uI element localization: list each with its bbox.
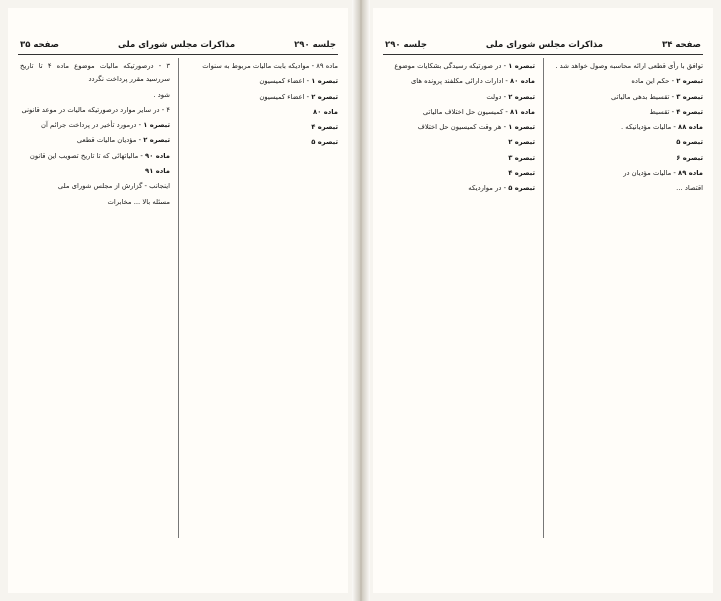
paragraph-text: - تقسیط bbox=[649, 107, 675, 116]
right-page-header bbox=[385, 38, 701, 52]
paragraph bbox=[20, 60, 170, 87]
article-label: تبصره ۲ bbox=[508, 92, 535, 101]
article-label: تبصره ۲ bbox=[508, 138, 535, 147]
article-label: ماده ۸۰ bbox=[313, 107, 338, 116]
book-gutter bbox=[352, 0, 370, 601]
paragraph-text: - کمیسیون حل اختلاف مالیاتی bbox=[422, 107, 508, 116]
article-label: تبصره ۵ bbox=[508, 184, 535, 193]
paragraph bbox=[188, 136, 338, 149]
left-column-divider bbox=[178, 58, 179, 538]
paragraph-text: ماده ۸۹ - موادیکه بابت مالیات مربوط به سنوات bbox=[202, 62, 338, 70]
paragraph bbox=[553, 121, 703, 134]
left-header-journal: مذاکرات مجلس شورای ملی bbox=[117, 40, 236, 50]
paragraph bbox=[553, 182, 703, 195]
paragraph bbox=[385, 60, 535, 73]
left-page-column-2 bbox=[188, 60, 338, 553]
paragraph bbox=[553, 136, 703, 149]
left-page-header bbox=[20, 38, 336, 52]
article-label: تبصره ۴ bbox=[508, 169, 535, 178]
paragraph bbox=[385, 152, 535, 165]
right-page bbox=[373, 8, 713, 593]
article-label: تبصره ۵ bbox=[311, 138, 338, 147]
article-label: تبصره ۴ bbox=[311, 123, 338, 132]
paragraph bbox=[20, 150, 170, 163]
article-label: تبصره ۲ bbox=[311, 92, 338, 101]
paragraph bbox=[385, 91, 535, 104]
left-page bbox=[8, 8, 348, 593]
article-label: تبصره ۲ bbox=[143, 136, 170, 145]
article-label: ماده ۸۱ bbox=[510, 107, 535, 116]
paragraph-text: - مالیات مؤدیانیکه . bbox=[620, 123, 676, 132]
paragraph bbox=[385, 182, 535, 195]
paragraph-text: - مالیات مؤدیان در bbox=[623, 169, 676, 178]
article-label: ماده ۸۹ bbox=[678, 169, 703, 178]
paragraph-text: - مالیاتهائی که تا تاریخ تصویب این قانون bbox=[29, 151, 143, 160]
paragraph bbox=[188, 75, 338, 88]
left-header-session: جلسه ۲۹۰ bbox=[294, 40, 336, 50]
paragraph bbox=[553, 106, 703, 119]
paragraph bbox=[188, 121, 338, 134]
paragraph bbox=[20, 165, 170, 178]
article-label: تبصره ۳ bbox=[676, 92, 703, 101]
article-label: ماده ۸۰ bbox=[510, 77, 535, 86]
left-header-rule bbox=[18, 54, 338, 55]
paragraph bbox=[20, 196, 170, 209]
article-label: تبصره ۵ bbox=[676, 138, 703, 147]
article-label: تبصره ۱ bbox=[143, 121, 170, 130]
paragraph bbox=[553, 91, 703, 104]
paragraph bbox=[385, 106, 535, 119]
article-label: ماده ۹۱ bbox=[145, 167, 170, 176]
paragraph-text: اقتصاد ... bbox=[676, 184, 703, 193]
right-column-divider bbox=[543, 58, 544, 538]
right-header-page: صفحه ۳۴ bbox=[662, 40, 701, 50]
paragraph-text: مسئله بالا ... مخابرات bbox=[107, 197, 170, 206]
paragraph-text: - اعضاء کمیسیون bbox=[259, 92, 310, 101]
article-label: ماده ۹۰ bbox=[145, 151, 170, 160]
paragraph-text: توافق با رأی قطعی ارائه محاسبه وصول خواهد شد . bbox=[555, 62, 703, 70]
article-label: تبصره ۱ bbox=[508, 123, 535, 132]
paragraph-text: اینجانب - گزارش از مجلس شورای ملی bbox=[57, 182, 170, 191]
paragraph-text: - تقسیط بدهی مالیاتی bbox=[611, 92, 675, 101]
paragraph-text: - هر وقت کمیسیون حل اختلاف bbox=[417, 123, 507, 132]
right-page-column-1 bbox=[553, 60, 703, 553]
paragraph-text: - در مواردیکه bbox=[468, 184, 507, 193]
paragraph bbox=[385, 167, 535, 180]
paragraph-text: ۳ - درصورتیکه مالیات موضوع ماده ۴ تا تاریخ سررسید مقرر پرداخت نگردد bbox=[20, 62, 170, 84]
paragraph bbox=[385, 121, 535, 134]
paragraph-text: - در صورتیکه رسیدگی بشکایات موضوع bbox=[394, 62, 507, 70]
paragraph-text: ۴ - در سایر موارد درصورتیکه مالیات در موعد قانونی bbox=[21, 105, 170, 114]
paragraph-text: - اعضاء کمیسیون bbox=[259, 77, 310, 86]
paragraph bbox=[20, 104, 170, 117]
paragraph bbox=[385, 136, 535, 149]
paragraph bbox=[553, 167, 703, 180]
article-label: تبصره ۲ bbox=[676, 77, 703, 86]
paragraph-text: - درمورد تأخیر در پرداخت جرائم آن bbox=[41, 121, 142, 130]
right-header-journal: مذاکرات مجلس شورای ملی bbox=[485, 40, 604, 50]
paragraph-text: شود . bbox=[153, 90, 170, 99]
paragraph bbox=[188, 60, 338, 73]
paragraph bbox=[553, 75, 703, 88]
right-header-rule bbox=[383, 54, 703, 55]
paragraph bbox=[20, 134, 170, 147]
article-label: تبصره ۶ bbox=[676, 153, 703, 162]
left-page-column-1 bbox=[20, 60, 170, 553]
paragraph-text: - مؤدیان مالیات قطعی bbox=[76, 136, 142, 145]
article-label: تبصره ۴ bbox=[676, 107, 703, 116]
paragraph-text: - دولت bbox=[486, 92, 507, 101]
paragraph bbox=[20, 89, 170, 102]
paragraph-text: - حکم این ماده bbox=[631, 77, 675, 86]
paragraph bbox=[188, 106, 338, 119]
paragraph bbox=[188, 91, 338, 104]
article-label: تبصره ۳ bbox=[508, 153, 535, 162]
article-label: تبصره ۱ bbox=[311, 77, 338, 86]
article-label: ماده ۸۸ bbox=[678, 123, 703, 132]
left-header-page: صفحه ۳۵ bbox=[20, 40, 59, 50]
paragraph bbox=[553, 60, 703, 73]
right-page-column-2 bbox=[385, 60, 535, 553]
article-label: تبصره ۱ bbox=[508, 62, 535, 70]
right-header-session: جلسه ۲۹۰ bbox=[385, 40, 427, 50]
paragraph bbox=[20, 119, 170, 132]
paragraph bbox=[553, 152, 703, 165]
paragraph bbox=[20, 180, 170, 193]
paragraph-text: - ادارات دارائی مکلفند پرونده های bbox=[410, 77, 508, 86]
paragraph bbox=[385, 75, 535, 88]
